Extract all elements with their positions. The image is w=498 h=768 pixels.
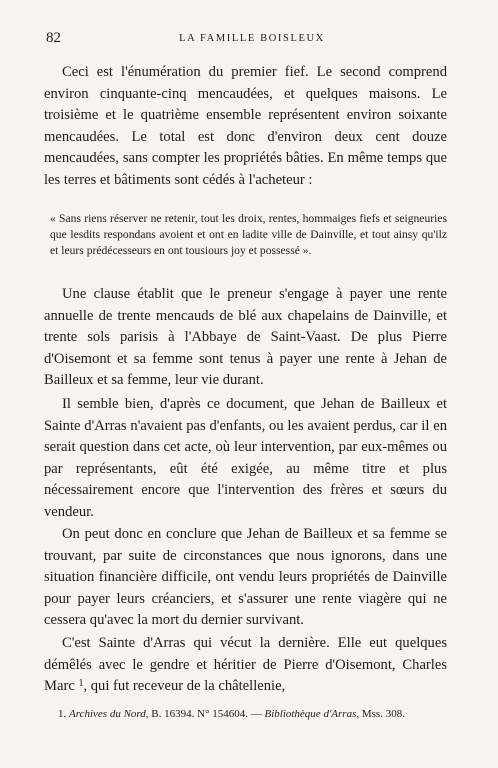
footnote-library: Bibliothèque d'Arras [264,708,357,720]
paragraph-5-text: C'est Sainte d'Arras qui vécut la dernière. Elle eut quelques démêlés avec le gendre et héritier de Pierre d'Oisemont, Charles Marc [44,635,447,695]
footnote-shelfmark: , Mss. 308. [356,708,405,720]
body-paragraph-1: Ceci est l'énumération du premier fief. Le second comprend environ cinquante-cinq mencaudées, et quelques maisons. Le troisième et le quatrième ensemble représentent environ soixante mencaudées. Le total est donc d'environ deux cent douze mencaudées, sans compter les propriétés bâties. En même temps que les terres et bâtiments sont cédés à l'acheteur : [44,64,447,188]
footnote-number: 1. [58,708,67,720]
page-number: 82 [46,30,61,46]
paragraph-5-text-after: , qui fut receveur de la châtellenie, [83,678,286,695]
body-paragraph-5 [44,633,447,698]
body-paragraph-3: Il semble bien, d'après ce document, que Jehan de Bailleux et Sainte d'Arras n'avaient pas d'enfants, ou les avaient perdus, car il en serait question dans cet acte, où leur intervention, par eux-mêmes ou par représentants, eût été exigée, au même titre et plus nécessairement encore que l'intervention des frères et sœurs du vendeur. [44,396,447,520]
running-title: LA FAMILLE BOISLEUX [179,33,325,44]
footnote-reference-text: , B. 16394. N° 154604. — [145,708,265,720]
footnote-reference: 1 [78,678,84,690]
page-header [46,30,458,50]
body-paragraph-2: Une clause établit que le preneur s'engage à payer une rente annuelle de trente mencauds de blé aux chapelains de Dainville, et trente sols parisis à l'Abbaye de Saint-Vaast. De plus Pierre d'Oisemont et sa femme sont tenus à payer une rente à Jehan de Bailleux et sa femme, leur vie durant. [44,286,447,389]
body-paragraph-4: On peut donc en conclure que Jehan de Bailleux et sa femme se trouvant, par suite de circonstances que nous ignorons, dans une situation financière difficile, ont vendu leurs propriétés de Dainville pour payer leurs créanciers, et s'assurer une rente viagère qui ne cessera qu'avec la mort du dernier survivant. [44,526,447,629]
footnote-source: Archives du Nord [69,708,146,720]
quoted-charter-excerpt: « Sans riens réserver ne retenir, tout les droix, rentes, hommaiges fiefs et seigneuries que lesdits respondans avoient et ont en ladite ville de Dainville, et tout ainsy qu'ilz et leurs prédécesseurs en ont tousiours joy et possessé ». [50,212,447,257]
footnote [44,707,447,722]
